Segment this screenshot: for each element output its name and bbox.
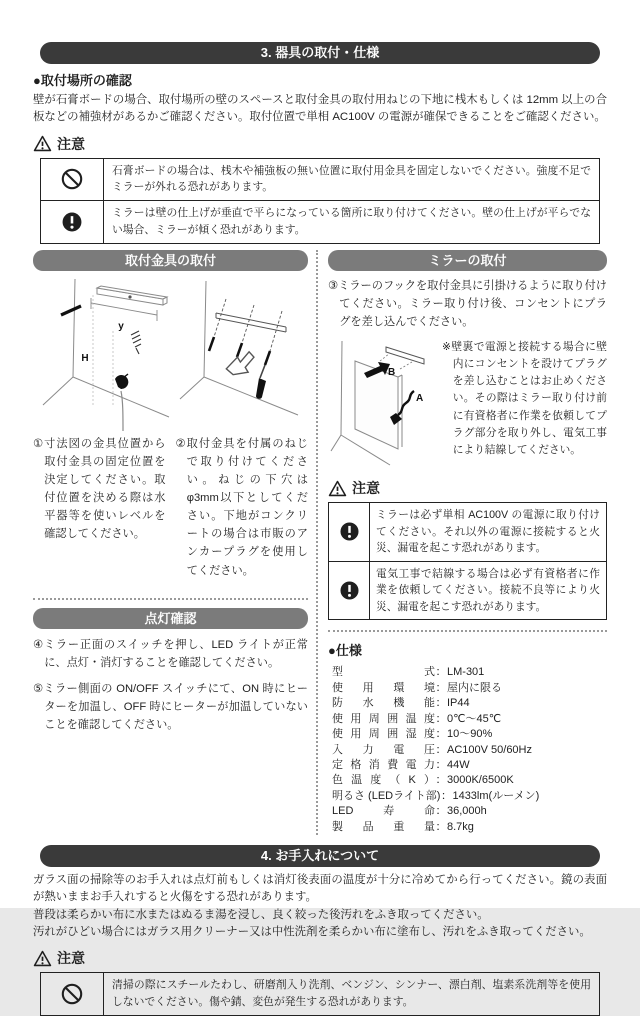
spec-colon: ： — [435, 666, 447, 679]
column-mirror-install — [316, 250, 607, 835]
bracket-install-title: 取付金具の取付 — [124, 252, 216, 268]
prohibition-icon — [41, 973, 104, 1014]
section-install-title: 3. 器具の取付・仕様 — [260, 45, 380, 60]
section-care-title: 4. お手入れについて — [260, 847, 380, 863]
spec-colon: ： — [435, 805, 447, 818]
spec-value: 0℃〜45℃ — [447, 712, 502, 725]
spec-colon: ： — [435, 728, 447, 741]
spec-row — [328, 727, 607, 742]
right-column-divider — [328, 630, 607, 632]
spec-value: LM-301 — [447, 666, 485, 679]
spec-label: 色温度（K） — [332, 774, 435, 787]
spec-list — [328, 665, 607, 834]
step-4: ④ミラー正面のスイッチを押し、LED ライトが正常に、点灯・消灯することを確認してください。 — [33, 638, 308, 669]
caution-label: 注意 — [352, 480, 380, 497]
location-check-heading: ●取付場所の確認 — [33, 73, 132, 88]
caution-row — [41, 200, 599, 242]
dimension-diagram — [35, 275, 173, 433]
spec-row — [328, 758, 607, 773]
step-2: ②取付金具を付属のねじで取り付けてください。ねじの下穴はφ3mm以下としてください。下地がコンクリートの場合は市販のアンカープラグを使用してください。 — [175, 437, 308, 577]
warning-triangle-icon — [33, 135, 52, 152]
care-body-2: 普段は柔らかい布に水またはぬるま湯を浸し、良く絞った後汚れをふき取ってください。 — [33, 908, 489, 921]
caution-heading-3 — [33, 948, 607, 968]
spec-label: 使用環境 — [332, 681, 435, 694]
caution-text: 石膏ボードの場合は、桟木や補強板の無い位置に取付用金具を固定しないでください。強度不足でミラーが外れる恐れがあります。 — [112, 164, 591, 194]
bracket-diagrams — [33, 271, 308, 433]
spec-value: 屋内に限る — [447, 681, 502, 694]
spec-value: 36,000h — [447, 805, 487, 818]
spec-label: 明るさ (LEDライト部) — [332, 789, 441, 802]
caution-row — [329, 561, 606, 620]
spec-colon: ： — [435, 820, 447, 833]
step-1: ①寸法図の金具位置から取付金具の固定位置を決定してください。取付位置を決める際は水平器等を使いレベルを確認してください。 — [33, 437, 166, 541]
mirror-hang-diagram — [328, 339, 434, 471]
mandatory-icon — [329, 562, 370, 620]
spec-label: 型式 — [332, 666, 435, 679]
lighting-check-title: 点灯確認 — [144, 610, 197, 626]
caution-text: ミラーは壁の仕上げが垂直で平らになっている箇所に取り付けてください。壁の仕上げが平らでない場合、ミラーが傾く恐れがあります。 — [112, 207, 591, 236]
step-5: ⑤ミラー側面の ON/OFF スイッチにて、ON 時にヒーターを加温し、OFF 時にヒーターが加温していないことを確認してください。 — [33, 683, 308, 732]
lighting-check-header — [33, 608, 308, 629]
spec-value: 44W — [447, 758, 470, 771]
caution-heading-2 — [328, 478, 607, 498]
spec-row — [328, 681, 607, 696]
spec-value: 3000K/6500K — [447, 774, 514, 787]
mandatory-icon — [329, 503, 370, 561]
spec-label: LED寿命 — [332, 805, 435, 818]
caution-row — [41, 973, 599, 1014]
spec-label: 使用周囲温度 — [332, 712, 435, 725]
caution-text: ミラーは必ず単相 AC100V の電源に取り付けてください。それ以外の電源に接続すると火災、漏電を起こす恐れがあります。 — [376, 509, 600, 555]
spec-label: 製品重量 — [332, 820, 435, 833]
spec-row — [328, 773, 607, 788]
spec-colon: ： — [435, 697, 447, 710]
mirror-step-a-label: A — [416, 393, 424, 405]
spec-heading: ●仕様 — [328, 643, 362, 659]
two-column-area — [33, 250, 607, 835]
left-column-divider — [33, 598, 308, 600]
caution-row — [41, 159, 599, 200]
spec-row — [328, 820, 607, 835]
caution-row — [329, 503, 606, 561]
caution-heading-1 — [33, 134, 607, 154]
spec-value: AC100V 50/60Hz — [447, 743, 532, 756]
spec-row — [328, 665, 607, 680]
spec-row — [328, 743, 607, 758]
spec-row — [328, 804, 607, 819]
spec-label: 定格消費電力 — [332, 758, 435, 771]
spec-value: IP44 — [447, 697, 470, 710]
location-check-body: 壁が石膏ボードの場合、取付場所の壁のスペースと取付金具の取付用ねじの下地に桟木もしくは 12mm 以上の合板などの補強材があるかご確認ください。取付位置で単相 AC100V の電源が確保できることをご確認ください。 — [33, 94, 607, 124]
spec-value: 1433lm(ルーメン) — [452, 789, 540, 802]
warning-triangle-icon — [33, 950, 52, 967]
care-body-3: 汚れがひどい場合にはガラス用クリーナー又は中性洗剤を柔らかい布に塗布し、汚れをふき取ってください。 — [33, 925, 591, 938]
dimension-h-label: H — [81, 352, 89, 364]
spec-row — [328, 789, 607, 804]
mirror-install-title: ミラーの取付 — [428, 252, 507, 268]
mirror-install-header — [328, 250, 607, 271]
mirror-figure-row — [328, 339, 607, 471]
mirror-step-b-label: B — [388, 367, 396, 379]
care-body-1: ガラス面の掃除等のお手入れは点灯前もしくは消灯後表面の温度が十分に冷めてから行ってください。鏡の表面が熱いままお手入れすると火傷をする恐れがあります。 — [33, 873, 607, 904]
caution-label: 注意 — [57, 135, 85, 152]
caution-table-install-location — [40, 158, 600, 244]
screw-mount-diagram — [176, 275, 306, 433]
spec-row — [328, 712, 607, 727]
spec-row — [328, 696, 607, 711]
spec-colon: ： — [435, 758, 447, 771]
spec-value: 10〜90% — [447, 728, 493, 741]
caution-text: 電気工事で結線する場合は必ず有資格者に作業を依頼してください。接続不良等により火災、漏電を起こす恐れがあります。 — [376, 567, 600, 613]
caution-table-mirror — [328, 502, 607, 620]
dimension-y-label: y — [118, 320, 124, 332]
spec-colon: ： — [435, 743, 447, 756]
column-bracket-install — [33, 250, 316, 835]
spec-label: 防水機能 — [332, 697, 435, 710]
prohibition-icon — [41, 159, 104, 200]
section-care-header — [40, 845, 600, 867]
spec-label: 使用周囲湿度 — [332, 728, 435, 741]
caution-text: 清掃の際にスチールたわし、研磨剤入り洗剤、ベンジン、シンナー、漂白剤、塩素系洗剤等を使用しないでください。傷や錆、変色が発生する恐れがあります。 — [112, 979, 591, 1008]
spec-value: 8.7kg — [447, 820, 474, 833]
caution-label: 注意 — [57, 950, 85, 967]
spec-colon: ： — [435, 681, 447, 694]
caution-table-care — [40, 972, 600, 1015]
mandatory-icon — [41, 201, 104, 242]
spec-colon: ： — [435, 774, 447, 787]
wall-wiring-note: ※壁裏で電源と接続する場合に壁内にコンセントを設けてプラグを差し込むことはお止めください。その際はミラー取り付け前に有資格者に作業を依頼してプラグ部分を取り外し、電気工事により結線してください。 — [442, 341, 607, 456]
spec-label: 入力電圧 — [332, 743, 435, 756]
warning-triangle-icon — [328, 480, 347, 497]
spec-colon: ： — [435, 712, 447, 725]
bracket-install-header — [33, 250, 308, 271]
spec-colon: ： — [440, 789, 452, 802]
bracket-steps — [33, 435, 308, 588]
step-3: ③ミラーのフックを取付金具に引掛けるように取り付けてください。ミラー取り付け後、コンセントにプラグを差し込んでください。 — [328, 279, 607, 328]
section-install-header — [40, 42, 600, 64]
